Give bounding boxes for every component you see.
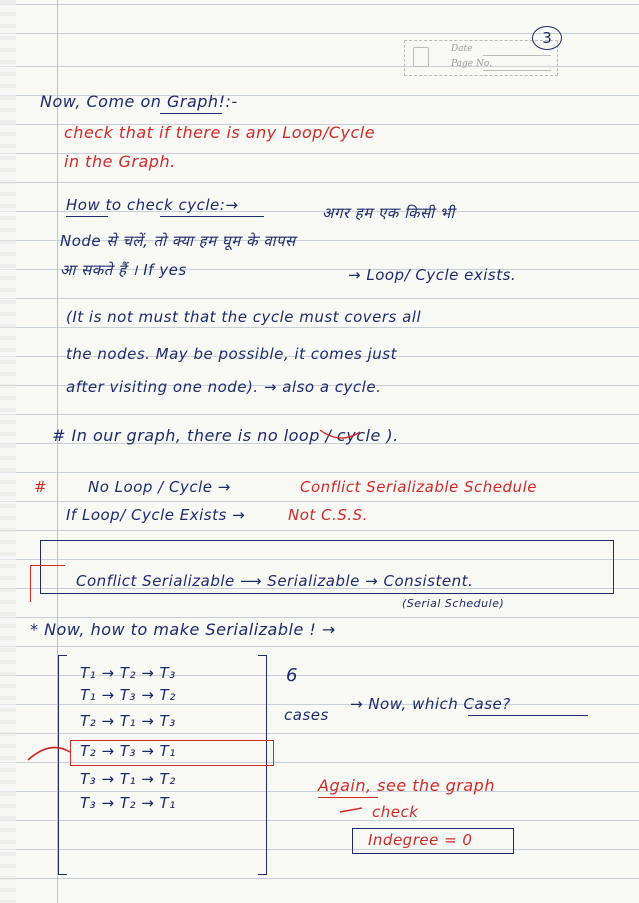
conflict-serializable-schedule: Conflict Serializable Schedule [300, 478, 537, 496]
date-line [483, 55, 551, 56]
check-word: check [372, 803, 419, 821]
schedule-order: T₁ → T₃ → T₂ [80, 686, 176, 704]
hindi-text-1: अगर हम एक किसी भी [322, 204, 455, 222]
red-corner-mark [30, 565, 65, 602]
page-number: 3 [532, 26, 562, 50]
notebook-logo-icon [413, 47, 429, 67]
note-line-2: the nodes. May be possible, it comes just [66, 345, 397, 363]
loop-exists: If Loop/ Cycle Exists → [66, 506, 246, 524]
schedule-order: T₃ → T₂ → T₁ [80, 794, 176, 812]
left-bracket [58, 655, 67, 875]
hindi-text-3: आ सकते हैं । If yes [60, 261, 187, 279]
cases-label: cases [284, 706, 329, 724]
how-to-make-serializable: * Now, how to make Serializable ! → [30, 620, 336, 639]
note-line-1: (It is not must that the cycle must covers all [66, 308, 422, 326]
underline [318, 797, 378, 798]
how-to-check-cycle: How to check cycle:→ [66, 196, 239, 214]
cases-count: 6 [286, 665, 298, 686]
schedule-order: T₂ → T₃ → T₁ [80, 742, 176, 760]
in-graph-line: in the Graph. [64, 152, 176, 171]
schedule-order: T₁ → T₂ → T₃ [80, 664, 176, 682]
underline [160, 113, 222, 114]
date-label: Date [451, 44, 473, 54]
page-no-label: Page No. [451, 59, 492, 69]
note-line-3: after visiting one node). → also a cycle. [66, 378, 382, 396]
again-see-graph: Again, see the graph [318, 776, 495, 795]
underline [160, 216, 264, 217]
not-css: Not C.S.S. [288, 506, 368, 524]
schedule-order: T₃ → T₁ → T₂ [80, 770, 176, 788]
heading-now-come-on-graph: Now, Come on Graph!:- [40, 92, 238, 111]
check-cycle-line: check that if there is any Loop/Cycle [64, 123, 376, 142]
serializable-chain: Conflict Serializable ⟶ Serializable → Consistent. [76, 572, 474, 590]
page-no-line [483, 70, 551, 71]
indegree-zero: Indegree = 0 [368, 831, 473, 849]
loop-cycle-exists: → Loop/ Cycle exists. [348, 266, 517, 284]
no-loop-cycle: No Loop / Cycle → [88, 478, 231, 496]
hash-bullet: # [34, 478, 47, 496]
hindi-text-2: Node से चलें, तो क्या हम घूम के वापस [60, 232, 296, 250]
schedule-order: T₂ → T₁ → T₃ [80, 712, 176, 730]
spiral-binding [0, 0, 16, 903]
serial-schedule-note: (Serial Schedule) [402, 597, 505, 610]
which-case: → Now, which Case? [350, 695, 511, 713]
underline [66, 216, 108, 217]
underline [468, 715, 588, 716]
in-our-graph-line: # In our graph, there is no loop / cycle ). [52, 426, 399, 445]
